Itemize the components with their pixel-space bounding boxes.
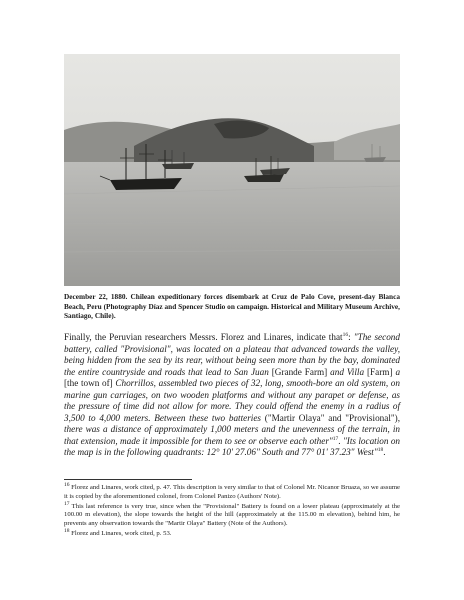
footnote-text: Florez and Linares, work cited, p. 53.	[69, 529, 172, 537]
quote-run: "Its location on the map is in the following quadrants: 12° 10' 27.06" South and 77° 01' 37.23" West"	[64, 435, 401, 457]
quote-run: a	[395, 366, 401, 377]
footnote-number: 18	[64, 527, 70, 534]
footnote-text: Florez and Linares, work cited, p. 47. This description is very similar to that of Colonel Mr. Nicanor Bruaza, so we assume it is copied by the aforementioned colonel, from Colonel Panizo (Authors' Note).	[64, 484, 400, 500]
quote-run: Chorrillos, assembled two pieces of 32, long, smooth-bore an old system, on marine gun carriages, on two wooden platforms and without any parapet or defense, as the pressure of time did not allow for more. They could offend the enemy in a radius of 3,500 to 4,000 meters. Between these two batteries	[64, 378, 400, 423]
photo-caption: December 22, 1880. Chilean expeditionary forces disembark at Cruz de Palo Cove, present-day Blanca Beach, Peru (Photography Díaz and Spencer Studio on campaign. Historical and Military Museum Archive, Santiago, Chile).	[64, 292, 400, 321]
quote-run: "The second battery, called "Provisional", was located on a plateau that advanced towards the valley, being hidden from the sea by its rear, without being seen more than by the bay, dominated the entire countryside and roads that lead to	[64, 332, 400, 377]
footnote-number: 16	[64, 481, 70, 488]
footnote-17	[64, 500, 400, 529]
footnote-ref-18[interactable]: 18	[377, 446, 384, 453]
place-name: San Juan	[234, 366, 269, 377]
historical-photograph	[64, 54, 400, 286]
footnote-16	[64, 481, 400, 502]
text-run: .	[338, 435, 343, 446]
text-run: :	[348, 332, 354, 342]
footnote-number: 17	[64, 500, 70, 507]
main-paragraph	[64, 332, 400, 459]
footnote-18	[64, 527, 400, 539]
text-run: Finally, the Peruvian researchers Messrs. Florez and Linares, indicate that	[64, 332, 343, 342]
text-run: [Farm]	[364, 366, 396, 377]
footnote-ref-16[interactable]: 16	[342, 331, 349, 338]
quote-run: and	[330, 366, 347, 377]
text-run: [the town of]	[64, 378, 116, 388]
footnote-text: This last reference is very true, since when the "Provisional" Battery is found on a lower plateau (approximately at the 100.00 m elevation), the slope towards the height of the hill (approximately at the 115.00 m elevation), behind him, he prevents any observation towards the "Martir Olaya" Battery (Note of the Authors).	[64, 502, 400, 528]
text-run: [Grande Farm]	[268, 366, 331, 377]
footnotes	[64, 481, 400, 540]
quote-run: there was a distance of approximately 1,000 meters and the unevenness of the terrain, in that extension, made it impossible for them to see or observe each other"	[64, 424, 400, 446]
text-run: .	[383, 447, 386, 457]
footnote-ref-17[interactable]: 17	[332, 435, 339, 442]
text-run: ("Martir Olaya" and "Provisional"),	[261, 412, 400, 423]
place-name: Villa	[346, 366, 365, 377]
footnote-divider	[64, 479, 192, 480]
